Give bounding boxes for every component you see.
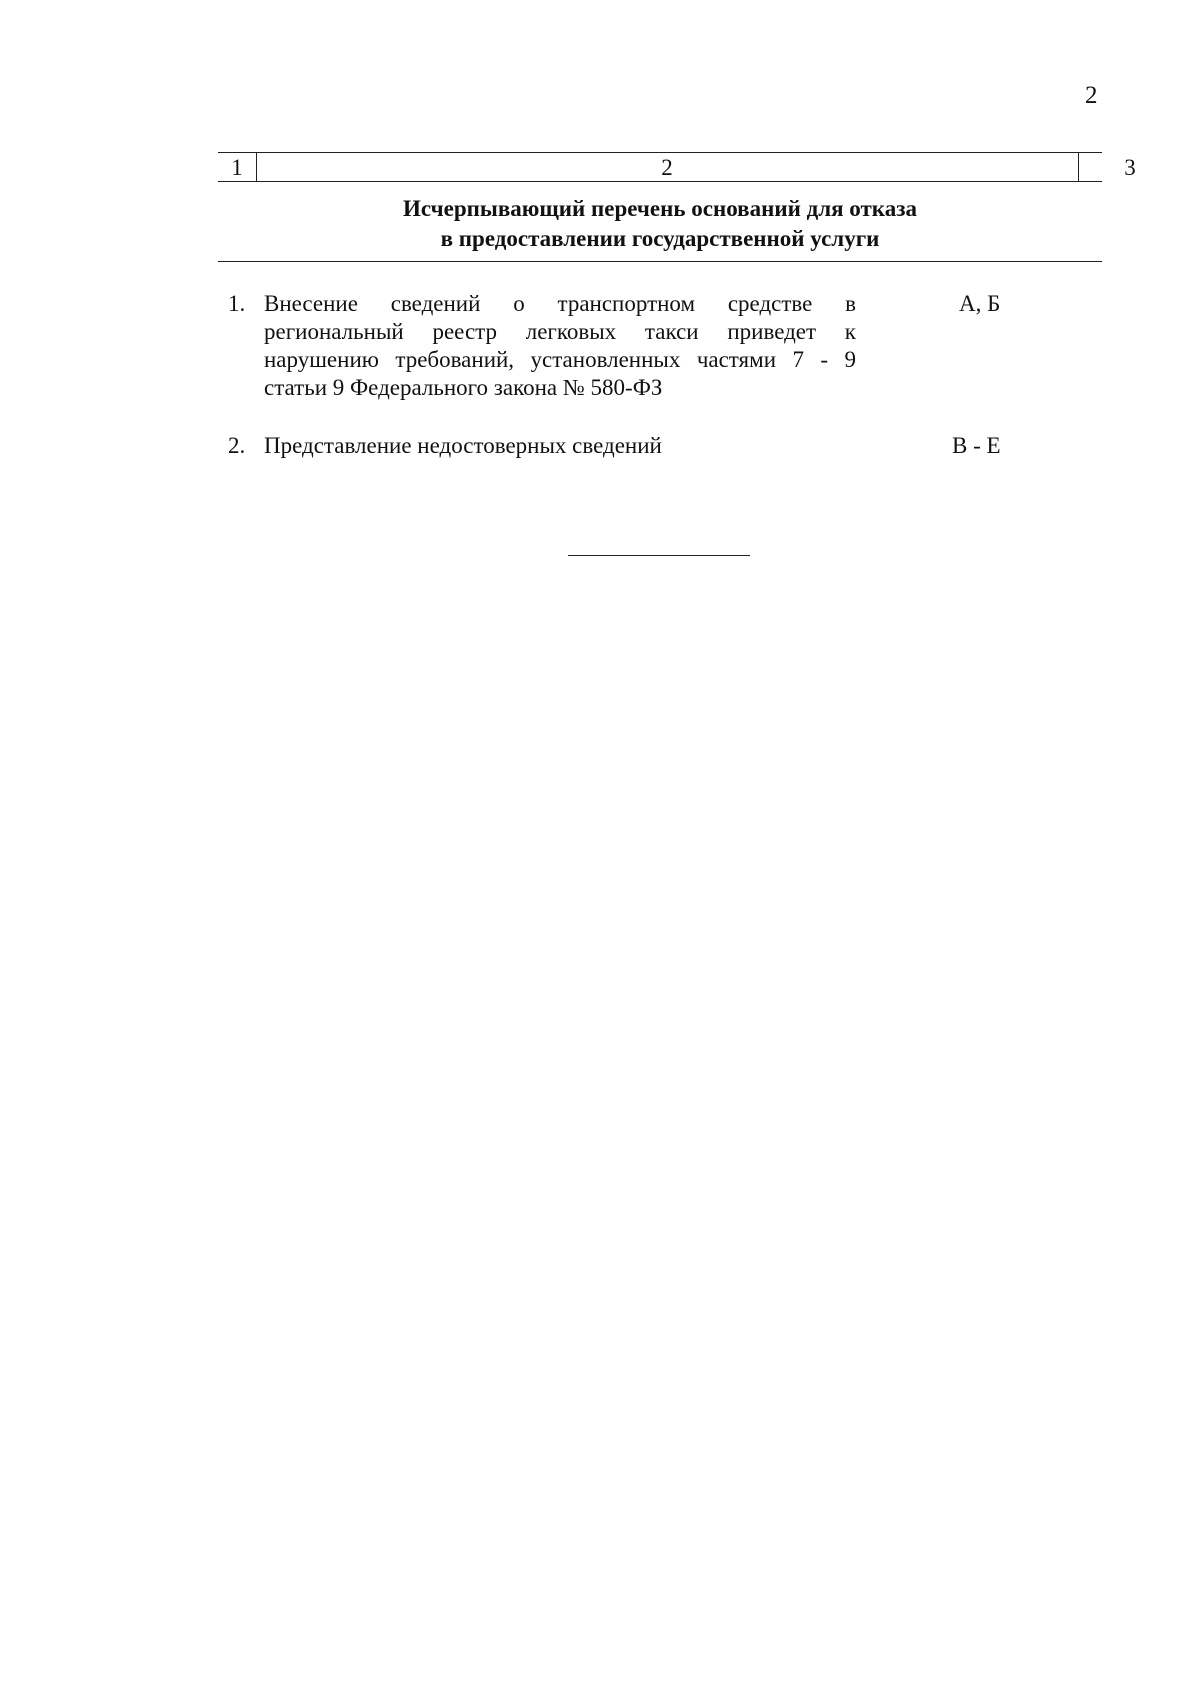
list-item-text: Представление недостоверных сведений <box>264 433 662 458</box>
table-header-row <box>218 152 1136 182</box>
section-title <box>218 194 1102 254</box>
list-item-number: 1. <box>228 291 246 316</box>
section-title-line-2: в предоставлении государственной услуги <box>440 226 880 251</box>
page-number: 2 <box>1085 82 1098 109</box>
end-divider <box>568 555 750 556</box>
list-item-number: 2. <box>228 433 246 458</box>
table-header-col-3: 3 <box>1124 154 1136 180</box>
table-header-col-2: 2 <box>256 153 1079 181</box>
section-divider <box>218 261 1102 262</box>
table-header-col-1: 1 <box>218 153 257 181</box>
section-title-line-1: Исчерпывающий перечень оснований для отказа <box>403 196 917 221</box>
list-item-text: Внесение сведений о транспортном средстве в региональный реестр легковых такси приведет к нарушению требований, установленных частями 7 - 9 статьи 9 Федерального закона № 580-ФЗ <box>264 291 856 400</box>
list-item-ref: А, Б <box>959 291 1001 316</box>
list-item-ref: В - Е <box>952 433 1001 458</box>
